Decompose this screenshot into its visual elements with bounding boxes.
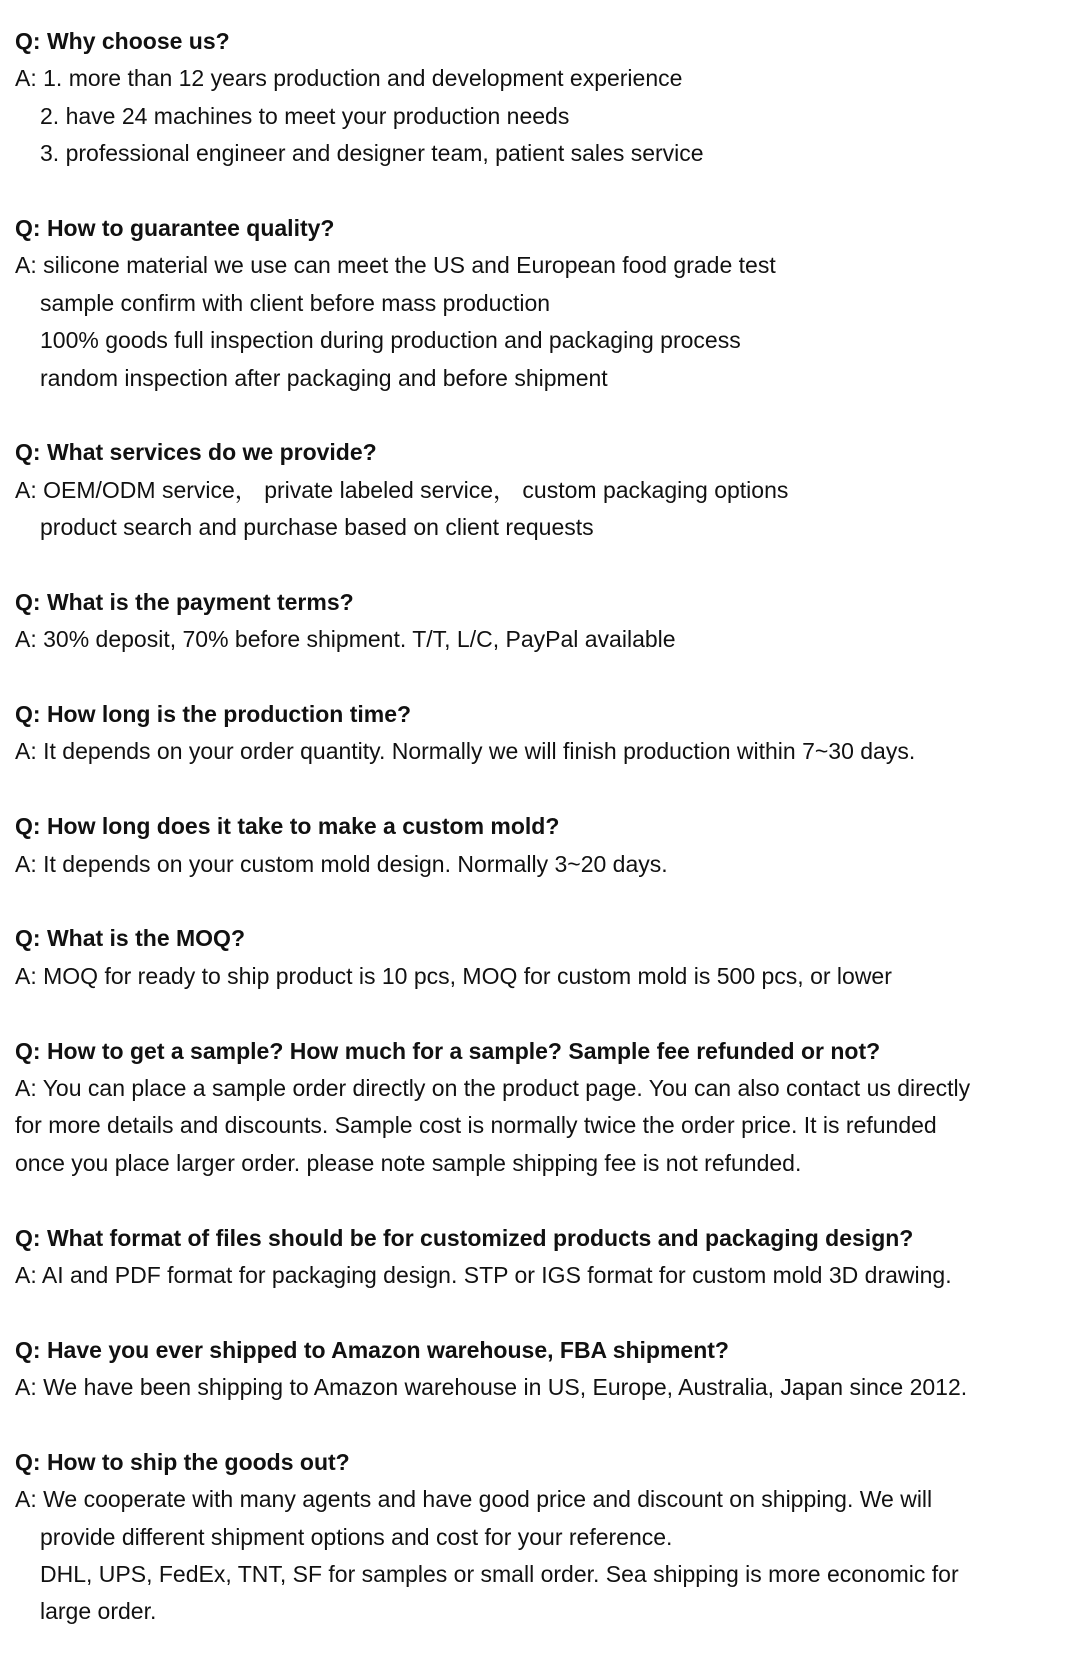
answer-line: A: AI and PDF format for packaging design. STP or IGS format for custom mold 3D drawing.: [15, 1261, 952, 1288]
answer-line: once you place larger order. please note sample shipping fee is not refunded.: [15, 1149, 802, 1176]
faq-item-why-choose-us: [15, 23, 1080, 173]
question: Q: How long does it take to make a custom mold?: [15, 813, 560, 840]
question: Q: How to get a sample? How much for a sample? Sample fee refunded or not?: [15, 1037, 881, 1064]
answer-line: A: It depends on your order quantity. Normally we will finish production within 7~30 days.: [15, 738, 916, 765]
faq-item-amazon: [15, 1332, 1080, 1407]
faq-item-services: [15, 434, 1080, 546]
answer-line: for more details and discounts. Sample cost is normally twice the order price. It is refunded: [15, 1112, 937, 1139]
answer-line: A: MOQ for ready to ship product is 10 pcs, MOQ for custom mold is 500 pcs, or lower: [15, 962, 892, 989]
answer-line: product search and purchase based on client requests: [40, 514, 594, 541]
answer-line: A: OEM/ODM service， private labeled service， custom packaging options: [15, 476, 789, 503]
answer-line: sample confirm with client before mass production: [40, 289, 551, 316]
faq-item-production-time: [15, 696, 1080, 771]
answer-line: 100% goods full inspection during production and packaging process: [40, 327, 741, 354]
faq-item-file-format: [15, 1220, 1080, 1295]
answer-line: 2. have 24 machines to meet your production needs: [40, 102, 570, 129]
faq-item-custom-mold: [15, 808, 1080, 883]
question: Q: How to guarantee quality?: [15, 214, 335, 241]
faq-item-shipping: [15, 1444, 1080, 1631]
question: Q: How to ship the goods out?: [15, 1448, 350, 1475]
faq-item-quality: [15, 210, 1080, 397]
answer-line: A: 30% deposit, 70% before shipment. T/T, L/C, PayPal available: [15, 626, 676, 653]
answer-line: A: You can place a sample order directly on the product page. You can also contact us directly: [15, 1074, 971, 1101]
answer-line: A: We have been shipping to Amazon warehouse in US, Europe, Australia, Japan since 2012.: [15, 1374, 968, 1401]
answer-line: provide different shipment options and cost for your reference.: [40, 1523, 673, 1550]
question: Q: What services do we provide?: [15, 439, 377, 466]
question: Q: Have you ever shipped to Amazon warehouse, FBA shipment?: [15, 1336, 729, 1363]
question: Q: What is the MOQ?: [15, 925, 245, 952]
question: Q: What is the payment terms?: [15, 588, 354, 615]
answer-line: random inspection after packaging and before shipment: [40, 364, 608, 391]
answer-line: A: We cooperate with many agents and have good price and discount on shipping. We will: [15, 1486, 933, 1513]
answer-line: DHL, UPS, FedEx, TNT, SF for samples or small order. Sea shipping is more economic for: [40, 1561, 959, 1588]
answer-line: A: It depends on your custom mold design. Normally 3~20 days.: [15, 850, 668, 877]
faq-item-sample: [15, 1033, 1080, 1183]
answer-line: A: 1. more than 12 years production and development experience: [15, 65, 683, 92]
answer-line: A: silicone material we use can meet the US and European food grade test: [15, 252, 776, 279]
question: Q: Why choose us?: [15, 28, 230, 54]
question: Q: How long is the production time?: [15, 701, 412, 728]
answer-line: large order.: [40, 1598, 157, 1625]
answer-line: 3. professional engineer and designer team, patient sales service: [40, 140, 704, 167]
faq-item-moq: [15, 920, 1080, 995]
faq-item-payment: [15, 584, 1080, 659]
question: Q: What format of files should be for customized products and packaging design?: [15, 1224, 914, 1251]
